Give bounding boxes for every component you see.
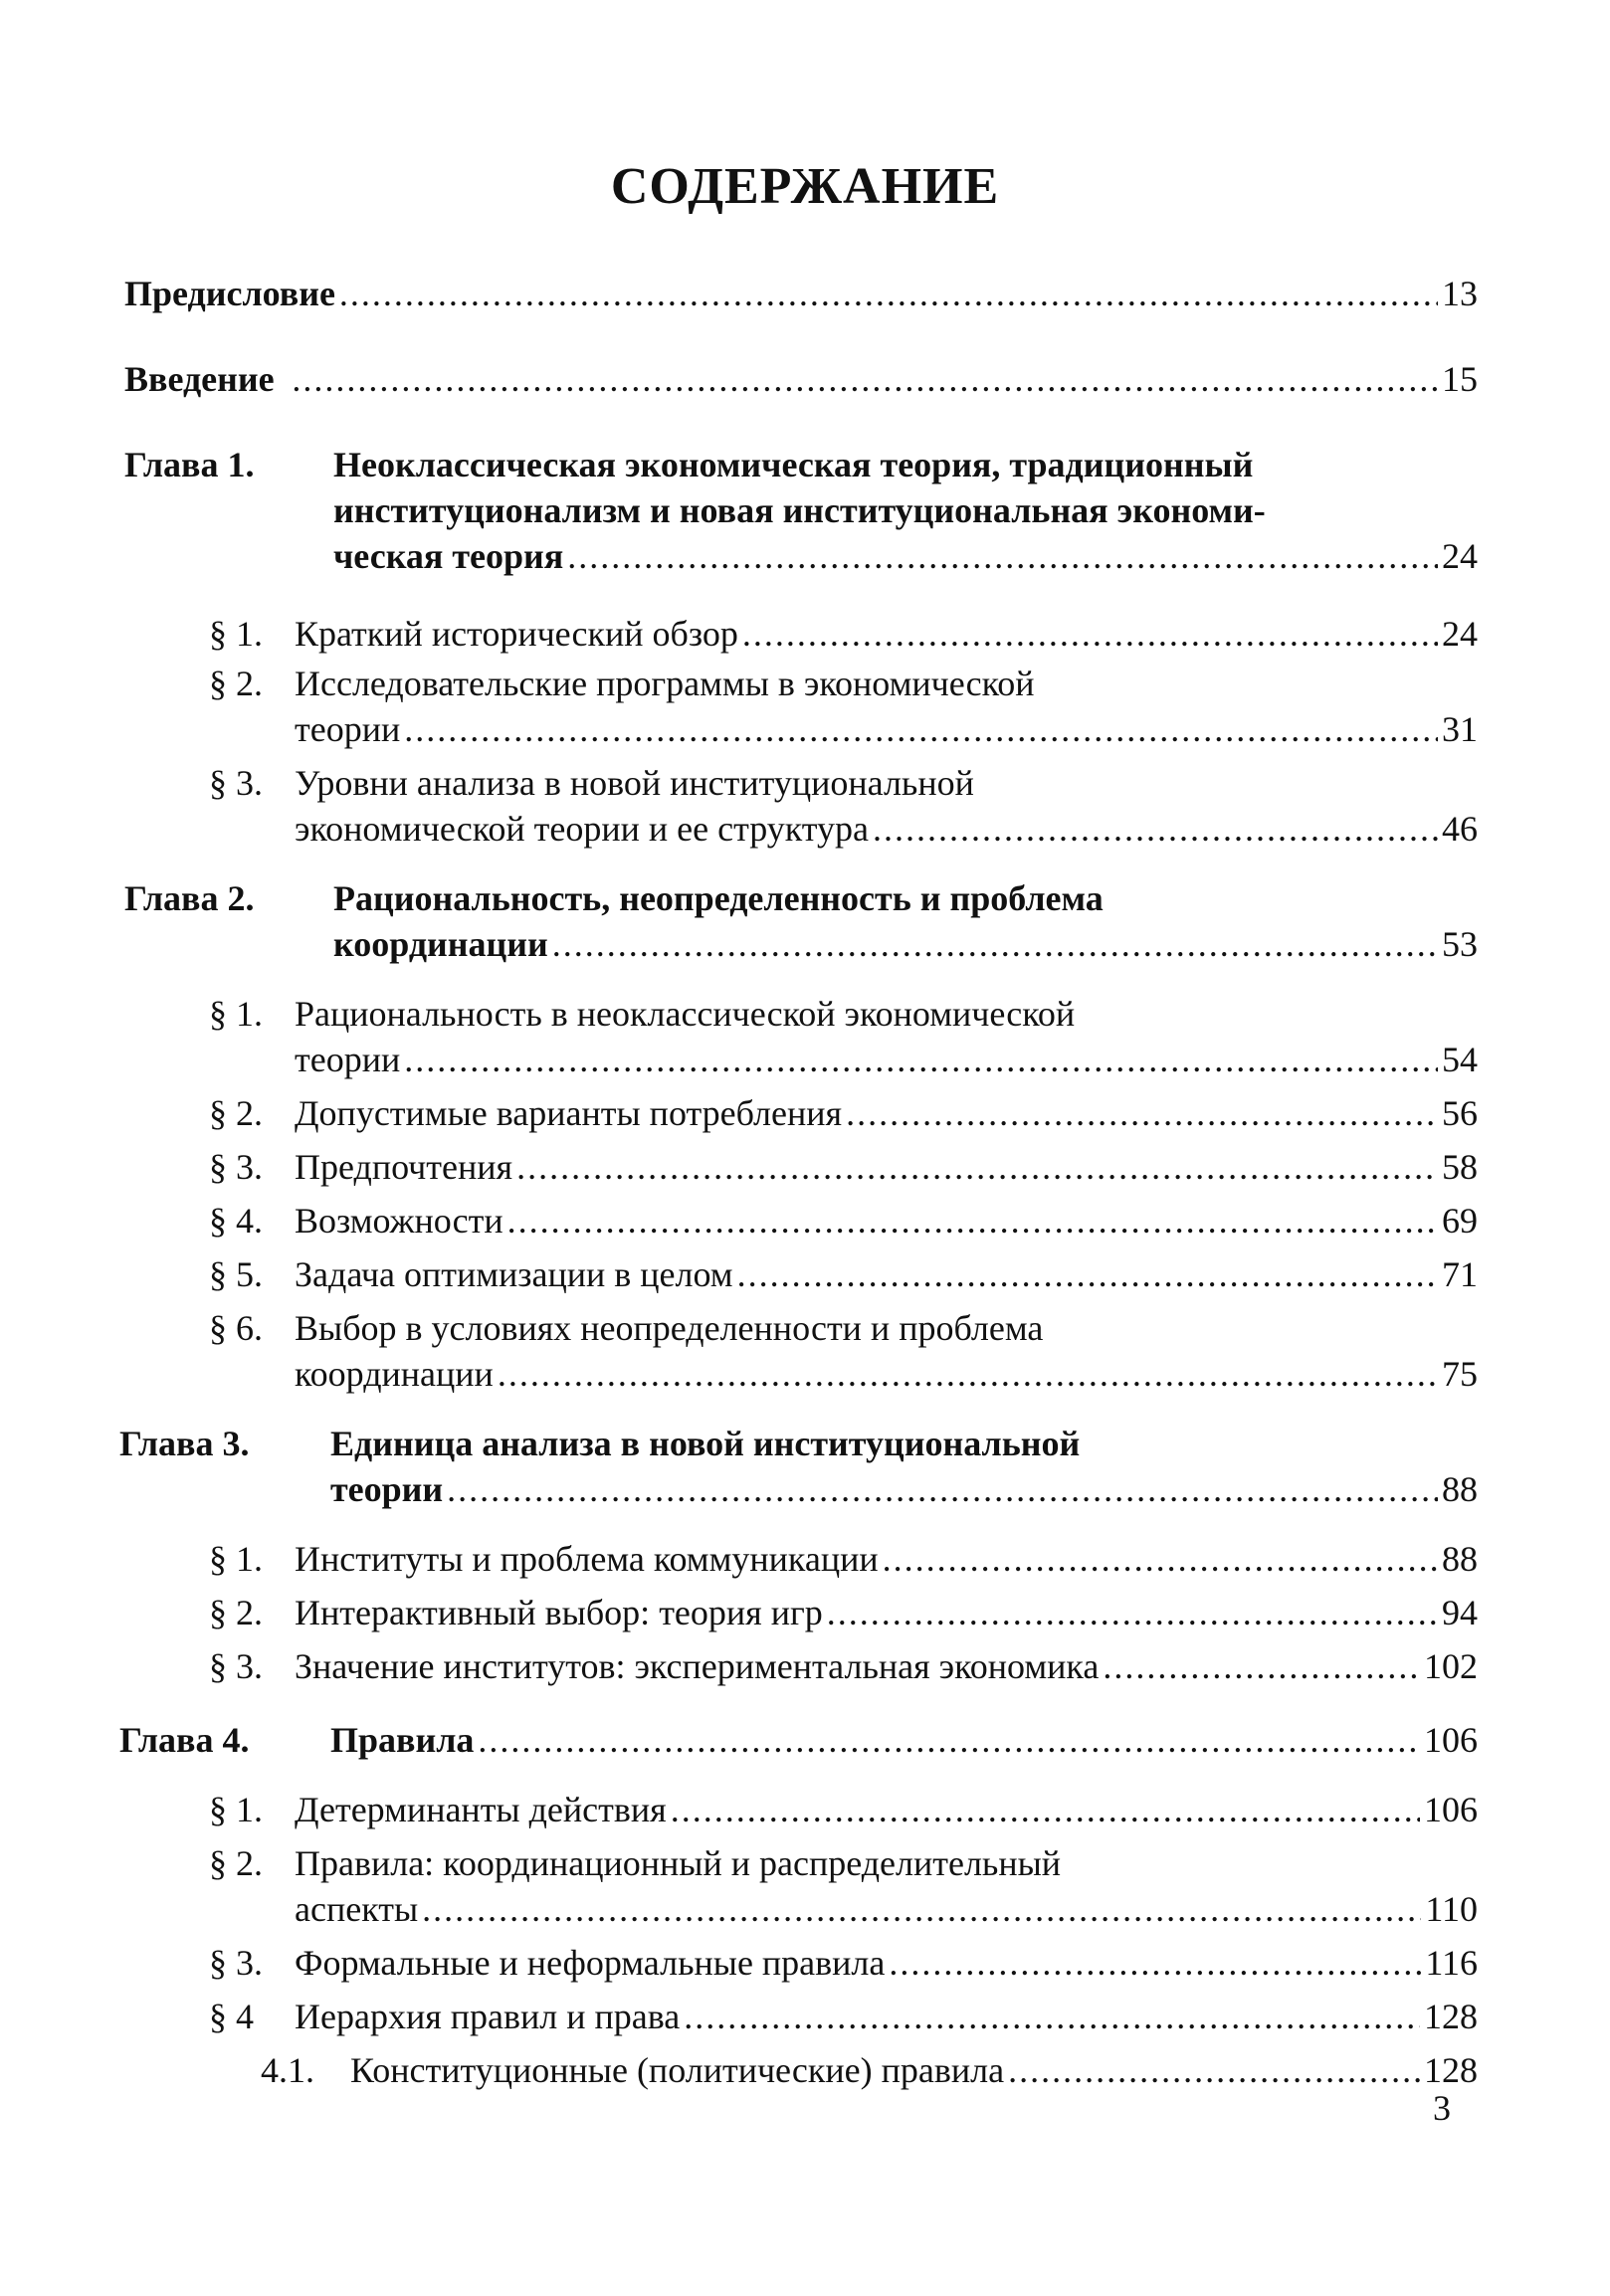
toc-page-number: 56 <box>1442 1093 1478 1133</box>
section-label: § 1. <box>209 1539 263 1579</box>
section-title-line: Правила: координационный и распределительный <box>295 1843 1062 1883</box>
chapter-title-line: институционализм и новая институциональная экономи- <box>333 490 1266 530</box>
toc-page-number: 106 <box>1424 1720 1478 1760</box>
dot-leader <box>292 356 1438 402</box>
dot-leader <box>567 533 1438 579</box>
section-title-line: координации <box>295 1354 494 1394</box>
toc-section-4-1 <box>209 1787 1478 1832</box>
dot-leader <box>684 1994 1420 2039</box>
dot-leader <box>737 1251 1438 1297</box>
toc-section-2-4 <box>209 1198 1478 1244</box>
section-title-line: Исследовательские программы в экономической <box>295 664 1035 703</box>
toc-page-number: 102 <box>1424 1646 1478 1686</box>
toc-page-number: 110 <box>1425 1889 1478 1929</box>
dot-leader <box>478 1717 1420 1763</box>
section-title-line: Краткий исторический обзор <box>295 614 738 654</box>
dot-leader <box>883 1536 1438 1582</box>
section-title-line: Формальные и неформальные правила <box>295 1943 886 1983</box>
toc-chapter-4 <box>119 1717 1478 1763</box>
section-title-line: теории <box>295 709 401 749</box>
toc-page-number: 24 <box>1442 536 1478 576</box>
section-label: § 4. <box>209 1201 263 1241</box>
page-number: 3 <box>1433 2088 1451 2128</box>
dot-leader <box>1008 2047 1420 2093</box>
toc-page-number: 58 <box>1442 1147 1478 1187</box>
section-label: § 2. <box>209 1093 263 1133</box>
section-label: § 3. <box>209 1943 263 1983</box>
chapter-label: Глава 1. <box>124 445 255 484</box>
section-label: § 2. <box>209 1593 263 1632</box>
section-title-line: Значение институтов: экспериментальная экономика <box>295 1646 1100 1686</box>
section-title-line: Возможности <box>295 1201 503 1241</box>
section-title-line: Детерминанты действия <box>295 1790 667 1829</box>
toc-page-number: 31 <box>1442 709 1478 749</box>
dot-leader <box>507 1198 1438 1244</box>
section-title-line: Уровни анализа в новой институциональной <box>295 763 974 803</box>
section-title-line: Рациональность в неоклассической экономической <box>295 994 1076 1034</box>
section-label: § 3. <box>209 1646 263 1686</box>
section-label: § 4 <box>209 1997 254 2036</box>
chapter-title-line: Неоклассическая экономическая теория, традиционный <box>333 445 1254 484</box>
dot-leader <box>827 1590 1438 1635</box>
dot-leader <box>671 1787 1420 1832</box>
dot-leader <box>1103 1643 1420 1689</box>
toc-page-number: 69 <box>1442 1201 1478 1241</box>
dot-leader <box>422 1886 1421 1932</box>
toc-section-3-2 <box>209 1590 1478 1635</box>
toc-subsection-4-4-1 <box>261 2047 1478 2093</box>
toc-page-number: 106 <box>1424 1790 1478 1829</box>
toc-page-number: 54 <box>1442 1040 1478 1079</box>
subsection-title-line: Конституционные (политические) правила <box>350 2050 1005 2090</box>
toc-section-1-3 <box>209 760 1478 852</box>
dot-leader <box>447 1466 1438 1512</box>
section-title-line: Допустимые варианты потребления <box>295 1093 843 1133</box>
toc-page-number: 128 <box>1424 2050 1478 2090</box>
toc-section-2-3 <box>209 1144 1478 1190</box>
toc-page-number: 24 <box>1442 614 1478 654</box>
toc-entry-preface <box>124 271 1478 316</box>
section-label: § 1. <box>209 1790 263 1829</box>
section-label: § 1. <box>209 994 263 1034</box>
section-title-line: Институты и проблема коммуникации <box>295 1539 879 1579</box>
dot-leader <box>339 271 1438 316</box>
toc-page-number: 75 <box>1442 1354 1478 1394</box>
chapter-title-line: Единица анализа в новой институциональной <box>330 1424 1081 1463</box>
page-title: СОДЕРЖАНИЕ <box>610 158 1000 215</box>
toc-page-number: 128 <box>1424 1997 1478 2036</box>
section-label: § 3. <box>209 763 263 803</box>
toc-page-number: 13 <box>1442 274 1478 313</box>
toc-section-3-1 <box>209 1536 1478 1582</box>
toc-entry-introduction <box>124 356 1478 402</box>
toc-page-number: 46 <box>1442 809 1478 849</box>
dot-leader <box>742 611 1438 657</box>
section-label: § 5. <box>209 1254 263 1294</box>
toc-section-2-6 <box>209 1305 1478 1397</box>
section-title-line: теории <box>295 1040 401 1079</box>
section-title-line: Предпочтения <box>295 1147 513 1187</box>
dot-leader <box>498 1351 1438 1397</box>
chapter-title-line: Рациональность, неопределенность и проблема <box>333 878 1104 918</box>
dot-leader <box>873 806 1438 852</box>
section-title-line: Интерактивный выбор: теория игр <box>295 1593 823 1632</box>
toc-page-number: 116 <box>1425 1943 1478 1983</box>
section-label: § 6. <box>209 1308 263 1348</box>
toc-section-4-2 <box>209 1840 1478 1932</box>
dot-leader <box>404 1037 1438 1082</box>
toc-entry-text: Предисловие <box>124 274 335 313</box>
chapter-title-line: Правила <box>330 1720 475 1760</box>
toc-chapter-2 <box>124 875 1478 967</box>
dot-leader <box>889 1940 1421 1986</box>
section-label: § 3. <box>209 1147 263 1187</box>
toc-section-1-2 <box>209 661 1478 752</box>
toc-section-2-5 <box>209 1251 1478 1297</box>
toc-chapter-1 <box>124 442 1478 579</box>
toc-section-4-3 <box>209 1940 1478 1986</box>
chapter-label: Глава 4. <box>119 1720 250 1760</box>
toc-chapter-3 <box>119 1421 1478 1512</box>
chapter-label: Глава 3. <box>119 1424 250 1463</box>
chapter-title-line: координации <box>333 924 548 964</box>
toc-section-2-1 <box>209 991 1478 1082</box>
chapter-title-line: ческая теория <box>333 536 564 576</box>
chapter-label: Глава 2. <box>124 878 255 918</box>
section-title-line: Задача оптимизации в целом <box>295 1254 733 1294</box>
section-label: § 2. <box>209 664 263 703</box>
dot-leader <box>404 706 1438 752</box>
toc-entry-text: Введение <box>124 359 275 399</box>
dot-leader <box>516 1144 1438 1190</box>
dot-leader <box>846 1090 1438 1136</box>
toc-page-number: 88 <box>1442 1469 1478 1509</box>
toc-page-number: 94 <box>1442 1593 1478 1632</box>
section-title-line: аспекты <box>295 1889 419 1929</box>
dot-leader <box>552 921 1438 967</box>
toc-page-number: 15 <box>1442 359 1478 399</box>
section-title-line: Выбор в условиях неопределенности и проблема <box>295 1308 1044 1348</box>
toc-section-2-2 <box>209 1090 1478 1136</box>
toc-page-number: 53 <box>1442 924 1478 964</box>
section-title-line: экономической теории и ее структура <box>295 809 870 849</box>
section-label: § 1. <box>209 614 263 654</box>
toc-section-1-1 <box>209 611 1478 657</box>
chapter-title-line: теории <box>330 1469 444 1509</box>
subsection-label: 4.1. <box>261 2050 314 2090</box>
toc-section-3-3 <box>209 1643 1478 1689</box>
toc-section-4-4 <box>209 1994 1478 2039</box>
section-title-line: Иерархия правил и права <box>295 1997 681 2036</box>
section-label: § 2. <box>209 1843 263 1883</box>
toc-page-number: 71 <box>1442 1254 1478 1294</box>
toc-page-number: 88 <box>1442 1539 1478 1579</box>
